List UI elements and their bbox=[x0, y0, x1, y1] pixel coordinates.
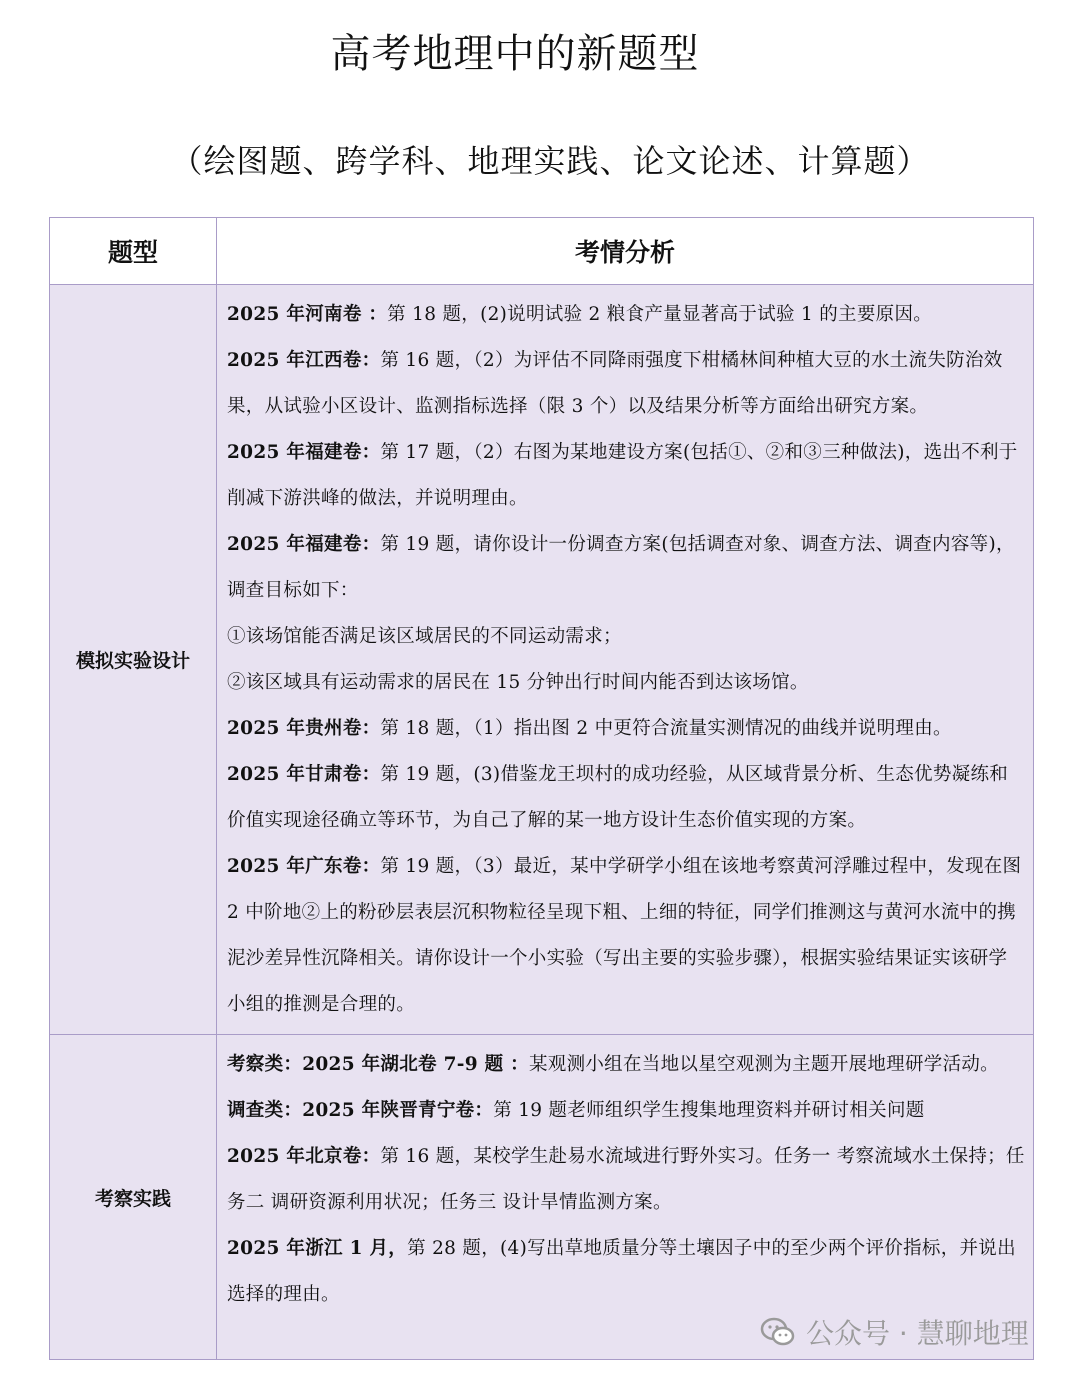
entry-lead: 2025 年河南卷 ： bbox=[227, 304, 388, 325]
entry-lead: 2025 年江西卷： bbox=[227, 350, 381, 371]
analysis-entry bbox=[227, 522, 1025, 614]
analysis-entry bbox=[227, 706, 1025, 752]
row-type-simulation: 模拟实验设计 bbox=[50, 285, 217, 1035]
entry-lead: 调查类：2025 年陕晋青宁卷： bbox=[227, 1100, 494, 1121]
analysis-entry bbox=[227, 660, 1025, 706]
analysis-entry bbox=[227, 752, 1025, 844]
table-row bbox=[50, 1035, 1034, 1360]
row-analysis-simulation bbox=[217, 285, 1034, 1035]
header-type: 题型 bbox=[50, 218, 217, 285]
entry-text: 第 28 题，(4)写出草地质量分等土壤因子中的至少两个评价指标，并说出选择的理由。 bbox=[227, 1238, 1016, 1305]
analysis-entry bbox=[227, 338, 1025, 430]
entry-text: 第 18 题，(2)说明试验 2 粮食产量显著高于试验 1 的主要原因。 bbox=[387, 304, 933, 325]
entry-lead: 考察类：2025 年湖北卷 7-9 题 ： bbox=[227, 1054, 529, 1075]
analysis-entry bbox=[227, 1134, 1025, 1226]
analysis-entry bbox=[227, 844, 1025, 1028]
entry-text: 某观测小组在当地以星空观测为主题开展地理研学活动。 bbox=[528, 1054, 999, 1075]
table-row bbox=[50, 285, 1034, 1035]
entry-lead: 2025 年福建卷： bbox=[227, 442, 381, 463]
analysis-entry bbox=[227, 292, 1025, 338]
entry-lead: 2025 年贵州卷： bbox=[227, 718, 381, 739]
entry-text: 第 16 题，（2）为评估不同降雨强度下柑橘林间种植大豆的水土流失防治效果，从试验小区设计、监测指标选择（限 3 个）以及结果分析等方面给出研究方案。 bbox=[227, 350, 1003, 417]
entry-lead: 2025 年北京卷： bbox=[227, 1146, 381, 1167]
entry-lead: 2025 年福建卷： bbox=[227, 534, 381, 555]
entry-lead: 2025 年浙江 1 月， bbox=[227, 1238, 408, 1259]
analysis-entry bbox=[227, 430, 1025, 522]
exam-analysis-table bbox=[49, 217, 1034, 1360]
page-subtitle: （绘图题、跨学科、地理实践、论文论述、计算题） bbox=[170, 142, 930, 180]
entry-text: 第 19 题，(3)借鉴龙王坝村的成功经验，从区域背景分析、生态优势凝练和价值实现途径确立等环节，为自己了解的某一地方设计生态价值实现的方案。 bbox=[227, 764, 1009, 831]
entry-text: 第 19 题，请你设计一份调查方案(包括调查对象、调查方法、调查内容等)，调查目标如下： bbox=[227, 534, 1015, 601]
watermark bbox=[760, 1312, 1029, 1352]
entry-text: 第 19 题老师组织学生搜集地理资料并研讨相关问题 bbox=[493, 1100, 925, 1121]
entry-text: 第 19 题，（3）最近，某中学研学小组在该地考察黄河浮雕过程中，发现在图 2 中阶地②上的粉砂层表层沉积物粒径呈现下粗、上细的特征，同学们推测这与黄河水流中的携泥沙差异性沉降相关。请你设计一个小实验（写出主要的实验步骤），根据实验结果证实该研学小组的推测是合理的。 bbox=[227, 856, 1022, 1015]
table-header-row bbox=[50, 218, 1034, 285]
analysis-entry bbox=[227, 1226, 1025, 1318]
watermark-text: 公众号 · 慧聊地理 bbox=[806, 1317, 1029, 1350]
entry-text: 第 17 题，（2）右图为某地建设方案(包括①、②和③三种做法)，选出不利于削减下游洪峰的做法，并说明理由。 bbox=[227, 442, 1018, 509]
analysis-entry bbox=[227, 1088, 1025, 1134]
entry-text: ①该场馆能否满足该区域居民的不同运动需求； bbox=[227, 626, 622, 647]
entry-lead: 2025 年甘肃卷： bbox=[227, 764, 381, 785]
row-type-practice: 考察实践 bbox=[50, 1035, 217, 1360]
page-title: 高考地理中的新题型 bbox=[330, 31, 700, 77]
row-analysis-practice bbox=[217, 1035, 1034, 1360]
header-analysis: 考情分析 bbox=[217, 218, 1034, 285]
analysis-entry bbox=[227, 614, 1025, 660]
entry-text: ②该区域具有运动需求的居民在 15 分钟出行时间内能否到达该场馆。 bbox=[227, 672, 809, 693]
entry-text: 第 16 题，某校学生赴易水流域进行野外实习。任务一 考察流域水土保持；任务二 调研资源利用状况；任务三 设计旱情监测方案。 bbox=[227, 1146, 1025, 1213]
wechat-icon bbox=[760, 1317, 796, 1347]
analysis-entry bbox=[227, 1042, 1025, 1088]
entry-text: 第 18 题，（1）指出图 2 中更符合流量实测情况的曲线并说明理由。 bbox=[380, 718, 952, 739]
entry-lead: 2025 年广东卷： bbox=[227, 856, 381, 877]
